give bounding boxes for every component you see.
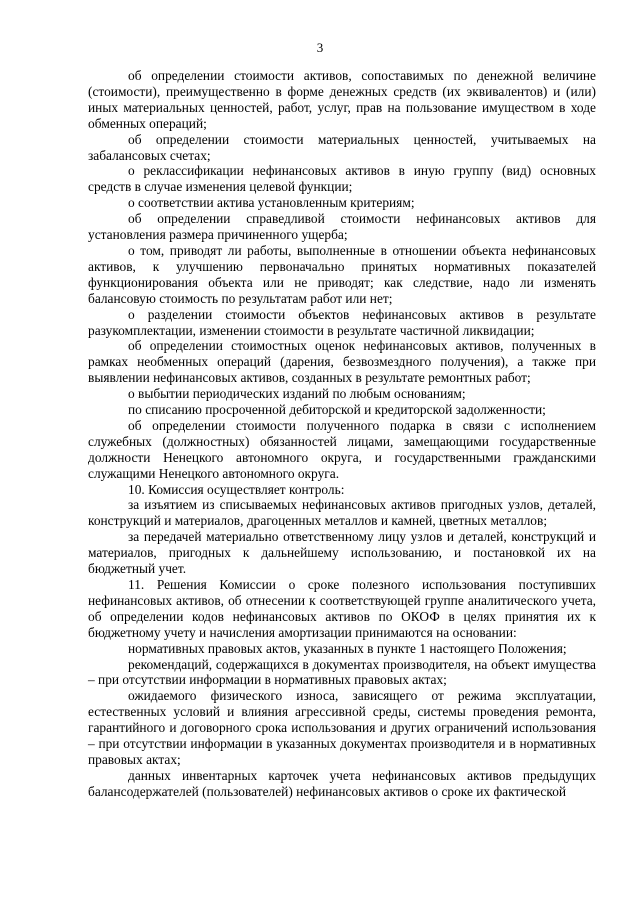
paragraph-section-11-heading: 11. Решения Комиссии о сроке полезного использования поступивших нефинансовых активов, об отнесении к соответствующей группе аналитического учета, об определении кодов нефинансовых активов по ОКОФ в целях принятия их к бюджетному учету и начисления амортизации принимаются на основании: [88,577,596,640]
paragraph-section-10-heading: 10. Комиссия осуществляет контроль: [128,481,345,497]
page-number: 3 [316,40,324,55]
paragraph-gift-valuation: об определении стоимости полученного подарка в связи с исполнением служебных (должностных) обязанностей лицами, замещающими государственные должности Ненецкого автономного округа, и государственными гражданскими служащими Ненецкого автономного округа. [88,417,596,481]
paragraph-inventory-cards: данных инвентарных карточек учета нефинансовых активов предыдущих балансодержателей (пользователей) нефинансовых активов о сроке их фактической [88,767,596,799]
paragraph-physical-wear: ожидаемого физического износа, зависящего от режима эксплуатации, естественных условий и влияния агрессивной среды, системы проведения ремонта, гарантийного и договорного срока использования и других ограничений использования – при отсутствии информации в указанных документах производителя и в нормативных правовых актах; [88,688,596,767]
document-body [88,68,596,800]
paragraph-cost-separation: о разделении стоимости объектов нефинансовых активов в результате разукомплектации, изменении стоимости в результате частичной ликвидации; [88,306,596,338]
paragraph-overdue-debt: по списанию просроченной дебиторской и кредиторской задолженности; [128,402,546,418]
paragraph-fair-value-damage: об определении справедливой стоимости нефинансовых активов для установления размера причиненного ущерба; [88,211,596,243]
paragraph-asset-value-exchange: об определении стоимости активов, сопоставимых по денежной величине (стоимости), преимущественно в форме денежных средств (их эквивалентов) и (или) иных материальных ценностей, работ, услуг, прав на пользование имуществом в ходе обменных операций; [88,68,596,131]
paragraph-regulatory-acts: нормативных правовых актов, указанных в пункте 1 настоящего Положения; [128,640,567,656]
paragraph-control-withdrawal: за изъятием из списываемых нефинансовых активов пригодных узлов, деталей, конструкций и материалов, драгоценных металлов и камней, цветных металлов; [88,497,596,529]
paragraph-manufacturer-recommendations: рекомендаций, содержащихся в документах производителя, на объект имущества – при отсутствии информации в нормативных правовых актах; [88,656,596,688]
paragraph-reclassification: о реклассификации нефинансовых активов в иную группу (вид) основных средств в случае изменения целевой функции; [88,163,596,195]
paragraph-periodicals-disposal: о выбытии периодических изданий по любым основаниям; [128,386,466,402]
paragraph-non-exchange-valuation: об определении стоимостных оценок нефинансовых активов, полученных в рамках необменных операций (дарения, безвозмездного получения), а также при выявлении нефинансовых активов, созданных в результате ремонтных работ; [88,338,596,386]
paragraph-off-balance-values: об определении стоимости материальных ценностей, учитываемых на забалансовых счетах; [88,131,596,163]
paragraph-asset-criteria: о соответствии актива установленным критериям; [128,195,415,211]
paragraph-control-transfer: за передачей материально ответственному лицу узлов и деталей, конструкций и материалов, пригодных к дальнейшему использованию, и постановкой их на бюджетный учет. [88,529,596,577]
paragraph-works-improvement: о том, приводят ли работы, выполненные в отношении объекта нефинансовых активов, к улучшению первоначально принятых нормативных показателей функционирования объекта или не приводят; как следствие, надо ли изменять балансовую стоимость по результатам работ или нет; [88,242,596,306]
